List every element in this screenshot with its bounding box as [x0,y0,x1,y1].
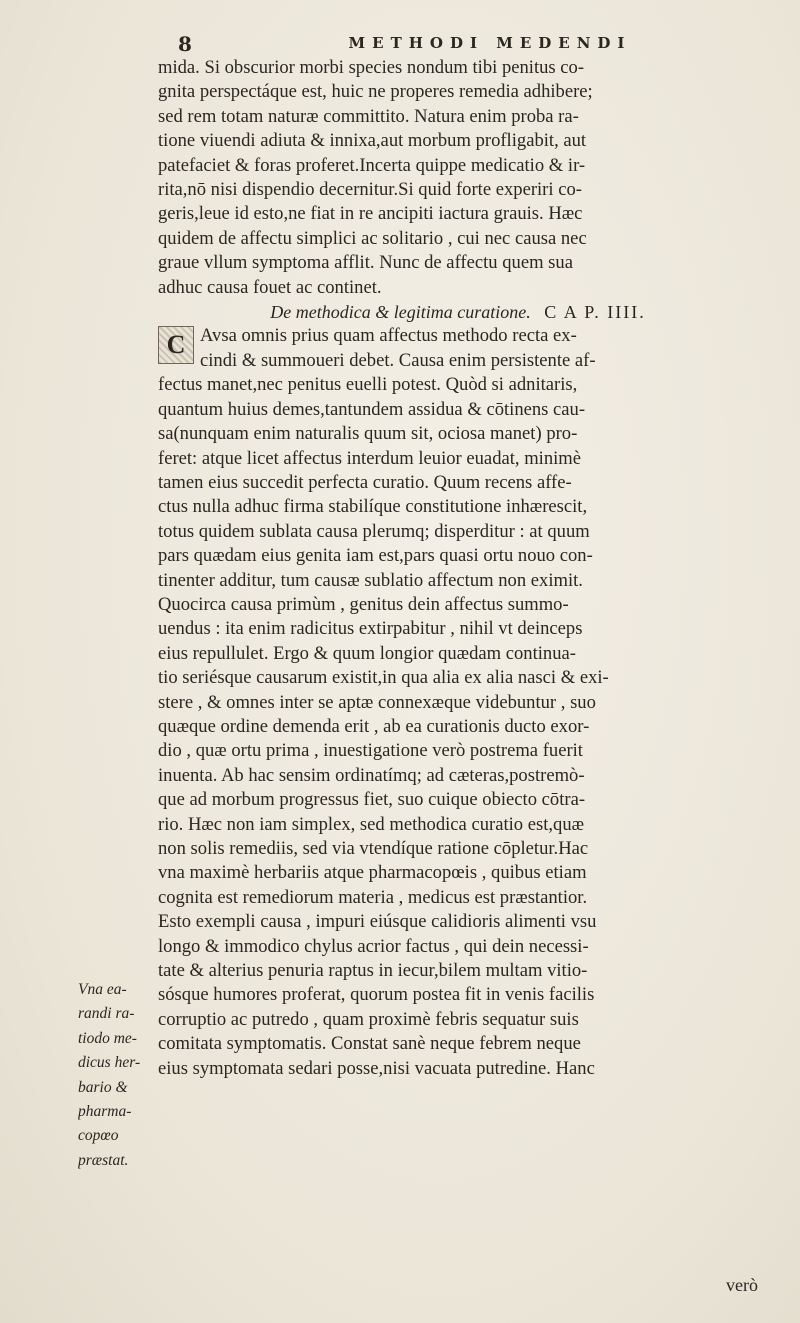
margin-line: copœo [78,1127,119,1145]
text-line: graue vllum symptoma afflit. Nunc de affectu quem sua [158,252,573,274]
margin-line: pharma- [78,1103,132,1121]
text-line: tate & alterius penuria raptus in iecur,bilem multam vitio- [158,960,588,982]
marginal-note [78,978,158,1173]
text-line: sed rem totam naturæ committito. Natura enim proba ra- [158,105,579,127]
margin-line: Vna ea- [78,981,127,998]
main-text-block [158,56,758,1081]
text-line: Esto exempli causa , impuri eiúsque calidioris alimenti vsu [158,911,597,933]
text-line: que ad morbum progressus fiet, suo cuique obiecto cōtra- [158,789,586,811]
text-line: inuenta. Ab hac sensim ordinatímq; ad cæteras,postremò- [158,764,585,786]
text-line: adhuc causa fouet ac continet. [158,276,382,298]
text-line: ctus nulla adhuc firma stabilíque constitutione inhærescit, [158,496,588,518]
text-line: tamen eius succedit perfecta curatio. Quum recens affe- [158,471,572,493]
text-line: cognita est remediorum materia , medicus est præstantior. [158,886,588,908]
text-line: quæque ordine demenda erit , ab ea curationis ducto exor- [158,715,590,737]
text-line: tio seriésque causarum existit,in qua alia ex alia nasci & exi- [158,667,609,689]
text-line: tione viuendi adiuta & innixa,aut morbum profligabit, aut [158,130,587,152]
drop-cap: C [158,326,194,364]
chapter-title: De methodica & legitima curatione. [270,302,531,323]
text-line: stere , & omnes inter se aptæ connexæque videbuntur , suo [158,691,596,713]
text-line: dio , quæ ortu prima , inuestigatione verò postrema fuerit [158,740,583,762]
text-line: non solis remediis, sed via vtendíque ratione cōpletur.Hac [158,838,589,859]
text-line: mida. Si obscurior morbi species nondum tibi penitus co- [158,57,585,78]
text-line: eius symptomata sedari posse,nisi vacuata putredine. Hanc [158,1057,595,1079]
text-line: sa(nunquam enim naturalis quum sit, ociosa manet) pro- [158,423,578,445]
paragraph-1 [158,56,758,300]
text-line: rita,nō nisi dispendio decernitur.Si quid forte experiri co- [158,179,582,201]
text-line: tinenter additur, tum causæ sublatio affectum non eximit. [158,569,583,591]
text-line: gnita perspectáque est, huic ne properes remedia adhibere; [158,81,593,103]
page-header [160,34,760,56]
page-number: 8 [178,32,192,56]
catchword: verò [726,1275,758,1295]
chapter-label: C A P. IIII. [544,302,646,323]
chapter-heading [158,300,758,324]
text-line: eius repullulet. Ergo & quum longior quædam continua- [158,642,576,664]
text-line: rio. Hæc non iam simplex, sed methodica curatio est,quæ [158,813,585,835]
text-line: Quocirca causa primùm , genitus dein affectus summo- [158,593,569,615]
text-line: longo & immodico chylus acrior factus , qui dein necessi- [158,935,589,957]
margin-line: randi ra- [78,1005,135,1023]
text-line: corruptio ac putredo , quam proximè febris sequatur suis [158,1008,579,1030]
margin-line: bario & [78,1078,128,1096]
margin-line: tiodo me- [78,1029,137,1047]
text-line: fectus manet,nec penitus euelli potest. Quòd si adnitaris, [158,374,578,396]
text-line: patefaciet & foras proferet.Incerta quippe medicatio & ir- [158,154,586,176]
paragraph-2 [158,324,758,1081]
text-line: quidem de affectu simplici ac solitario , cui nec causa nec [158,227,587,249]
text-line: geris,leue id esto,ne fiat in re ancipiti iactura grauis. Hæc [158,203,583,225]
text-line: totus quidem sublata causa plerumq; disperditur : at quum [158,520,590,542]
margin-line: dicus her- [78,1054,141,1072]
text-line: sósque humores proferat, quorum postea fit in venis facilis [158,984,595,1006]
text-line: cindi & summoueri debet. Causa enim persistente af- [200,349,596,371]
text-line: vna maximè herbariis atque pharmacopœis , quibus etiam [158,862,587,884]
text-line: quantum huius demes,tantundem assidua & cōtinens cau- [158,398,586,420]
margin-line: præstat. [78,1151,129,1169]
text-line: Avsa omnis prius quam affectus methodo recta ex- [200,325,577,347]
text-line: uendus : ita enim radicitus extirpabitur , nihil vt deinceps [158,618,583,640]
text-line: pars quædam eius genita iam est,pars quasi ortu nouo con- [158,545,593,567]
running-head: METHODI MEDENDI [348,34,632,52]
text-line: feret: atque licet affectus interdum leuior euadat, minimè [158,447,582,469]
text-line: comitata symptomatis. Constat sanè neque febrem neque [158,1033,581,1055]
